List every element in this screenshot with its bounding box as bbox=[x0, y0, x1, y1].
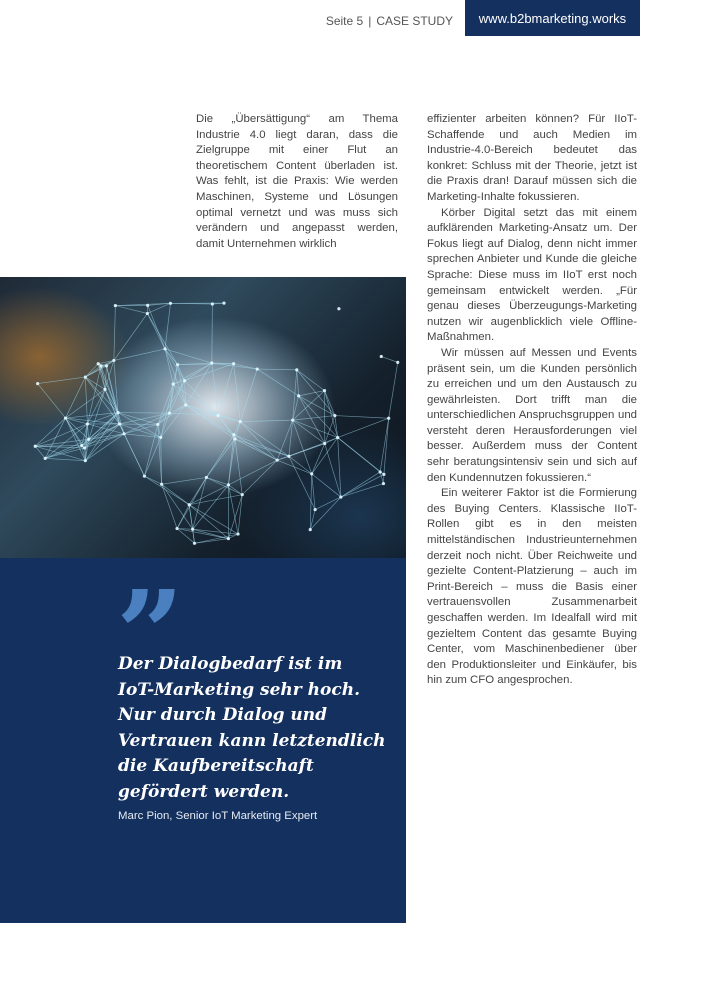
mesh-node bbox=[160, 483, 163, 486]
mesh-line bbox=[114, 313, 148, 360]
mesh-node bbox=[175, 527, 178, 530]
mesh-line bbox=[162, 484, 190, 504]
mesh-node bbox=[227, 537, 230, 540]
mesh-node bbox=[169, 302, 172, 305]
mesh-line bbox=[169, 405, 185, 413]
mesh-node bbox=[232, 362, 235, 365]
mesh-node bbox=[188, 503, 191, 506]
mesh-line bbox=[235, 439, 277, 460]
mesh-line bbox=[384, 418, 389, 474]
mesh-node bbox=[84, 375, 87, 378]
mesh-node bbox=[239, 420, 242, 423]
mesh-node bbox=[382, 473, 385, 476]
mesh-node bbox=[323, 389, 326, 392]
quote-mark-icon: ” bbox=[116, 564, 184, 703]
mesh-node bbox=[323, 442, 326, 445]
mesh-node bbox=[310, 472, 313, 475]
mesh-node bbox=[159, 436, 162, 439]
mesh-line bbox=[297, 370, 325, 391]
mesh-line bbox=[85, 377, 87, 424]
mesh-line bbox=[186, 363, 212, 405]
mesh-node bbox=[116, 411, 119, 414]
mesh-line bbox=[218, 364, 234, 416]
page-header bbox=[326, 14, 453, 28]
mesh-line bbox=[65, 389, 105, 418]
mesh-node bbox=[105, 364, 108, 367]
mesh-node bbox=[396, 361, 399, 364]
mesh-node bbox=[339, 495, 342, 498]
mesh-node bbox=[276, 459, 279, 462]
mesh-line bbox=[45, 424, 87, 458]
mesh-line bbox=[189, 495, 242, 505]
mesh-line bbox=[206, 477, 242, 494]
mesh-node bbox=[205, 476, 208, 479]
mesh-line bbox=[114, 349, 165, 361]
mesh-node bbox=[172, 383, 175, 386]
mesh-node bbox=[337, 307, 340, 310]
mesh-line bbox=[389, 362, 398, 418]
mesh-line bbox=[144, 476, 161, 484]
mesh-line bbox=[35, 446, 45, 458]
mesh-line bbox=[212, 363, 218, 415]
article-paragraph: Die „Übersättigung“ am Thema Industrie 4.0 liegt daran, dass die Zielgruppe mit einer Flut an theoretischem Content überladen ist. Was fehlt, ist die Praxis: Wie werden Maschinen, Systeme und Lösungen optimal vernetzt und was muss sich verändern und angepasst werden, damit Unternehmen wirklich bbox=[196, 113, 398, 250]
pull-quote-text: Der Dialogbedarf ist im IoT-Marketing sehr hoch. Nur durch Dialog und Vertrauen kann letztendlich die Kaufbereitschaft gefördert werden. bbox=[118, 654, 386, 802]
mesh-node bbox=[333, 414, 336, 417]
article-paragraph: Wir müssen auf Messen und Events präsent sein, um die Kunden persönlich zu erreichen und um den Austausch zu gewährleisten. Dort trifft man die unterschiedlichen Anspruchsgruppen und versteht deren Herausforderungen viel besser. Außerdem muss der Content sehr beratungsintensiv sein und sich auf den Kundennutzen fokussieren.“ bbox=[427, 346, 637, 484]
mesh-line bbox=[38, 384, 66, 419]
mesh-node bbox=[295, 368, 298, 371]
mesh-line bbox=[277, 444, 325, 461]
mesh-line bbox=[242, 460, 277, 494]
mesh-node bbox=[314, 508, 317, 511]
mesh-line bbox=[234, 435, 277, 460]
mesh-node bbox=[193, 542, 196, 545]
mesh-node bbox=[123, 432, 126, 435]
mesh-line bbox=[177, 505, 189, 529]
mesh-line bbox=[165, 303, 170, 349]
article-column-left bbox=[196, 112, 398, 252]
mesh-line bbox=[119, 413, 169, 424]
mesh-node bbox=[232, 433, 235, 436]
mesh-line bbox=[297, 370, 335, 416]
page-number: Seite 5 bbox=[325, 14, 364, 28]
mesh-node bbox=[382, 482, 385, 485]
mesh-line bbox=[310, 497, 341, 530]
mesh-node bbox=[227, 483, 230, 486]
mesh-node bbox=[380, 355, 383, 358]
mesh-line bbox=[293, 420, 338, 437]
mesh-line bbox=[234, 435, 289, 456]
mesh-line bbox=[228, 485, 242, 495]
mesh-line bbox=[118, 413, 169, 414]
mesh-line bbox=[144, 437, 160, 476]
website-url[interactable]: www.b2bmarketing.works bbox=[478, 10, 627, 26]
mesh-node bbox=[36, 382, 39, 385]
mesh-line bbox=[114, 306, 116, 361]
mesh-node bbox=[236, 532, 239, 535]
mesh-node bbox=[216, 414, 219, 417]
mesh-node bbox=[233, 437, 236, 440]
mesh-line bbox=[177, 529, 194, 544]
mesh-line bbox=[234, 364, 241, 422]
mesh-node bbox=[118, 422, 121, 425]
mesh-node bbox=[156, 423, 159, 426]
mesh-line bbox=[381, 356, 397, 362]
mesh-node bbox=[84, 459, 87, 462]
mesh-line bbox=[218, 415, 234, 434]
mesh-node bbox=[297, 394, 300, 397]
mesh-line bbox=[335, 416, 389, 419]
mesh-node bbox=[146, 312, 149, 315]
mesh-node bbox=[168, 412, 171, 415]
mesh-node bbox=[44, 457, 47, 460]
mesh-node bbox=[97, 362, 100, 365]
mesh-node bbox=[163, 347, 166, 350]
mesh-node bbox=[99, 364, 102, 367]
mesh-line bbox=[240, 369, 257, 422]
mesh-line bbox=[240, 422, 289, 457]
mesh-node bbox=[114, 304, 117, 307]
mesh-node bbox=[210, 361, 213, 364]
mesh-node bbox=[112, 359, 115, 362]
mesh-node bbox=[336, 436, 339, 439]
header-separator: | bbox=[368, 14, 372, 28]
mesh-node bbox=[241, 493, 244, 496]
mesh-line bbox=[315, 497, 341, 509]
section-label: CASE STUDY bbox=[376, 14, 453, 28]
mesh-node bbox=[143, 475, 146, 478]
mesh-line bbox=[380, 418, 389, 472]
mesh-line bbox=[228, 460, 277, 485]
mesh-node bbox=[309, 528, 312, 531]
article-paragraph: effizienter arbeiten können? Für IIoT-Schaffende und auch Medien im Industrie-4.0-Bereich bedeutet das konkret: Schluss mit der Theorie, jetzt ist die Praxis dran! Darauf müssen sich die Marketing-Inhalte fokussieren. bbox=[427, 113, 637, 203]
mesh-line bbox=[206, 477, 228, 484]
mesh-line bbox=[312, 474, 341, 497]
mesh-line bbox=[87, 424, 88, 439]
mesh-line bbox=[147, 313, 177, 364]
mesh-node bbox=[184, 403, 187, 406]
mesh-line bbox=[115, 306, 147, 314]
mesh-line bbox=[325, 391, 335, 416]
mesh-node bbox=[86, 422, 89, 425]
quote-author: Marc Pion, Senior IoT Marketing Expert bbox=[118, 810, 318, 822]
mesh-line bbox=[212, 304, 213, 363]
mesh-line bbox=[185, 363, 212, 381]
mesh-node bbox=[176, 363, 179, 366]
mesh-node bbox=[387, 417, 390, 420]
mesh-line bbox=[293, 416, 335, 421]
mesh-line bbox=[341, 472, 380, 497]
mesh-line bbox=[299, 391, 325, 396]
mesh-line bbox=[235, 439, 289, 456]
mesh-line bbox=[162, 484, 177, 528]
mesh-line bbox=[85, 413, 118, 448]
mesh-node bbox=[87, 438, 90, 441]
mesh-node bbox=[183, 379, 186, 382]
mesh-line bbox=[194, 539, 228, 544]
mesh-line bbox=[185, 364, 234, 381]
mesh-node bbox=[64, 416, 67, 419]
mesh-line bbox=[35, 418, 65, 446]
mesh-node bbox=[256, 367, 259, 370]
mesh-line bbox=[65, 377, 85, 418]
article-paragraph: Ein weiterer Faktor ist die Formierung des Buying Centers. Klassische IIoT-Rollen gibt es in den meisten mittelständischen Industrieunternehmen derzeit noch nicht. Über Reichweite und gezielte Content-Platzierung – auch im Print-Bereich – muss die Basis einer vertrauensvollen Zusammenarbeit geschaffen werden. Im Idealfall wird mit gezieltem Content das gesamte Buying Center, vom Maschinenbediener über den Produktionsleiter und Einkäufer, bis hin zum CFO angesprochen. bbox=[427, 487, 637, 687]
mesh-node bbox=[287, 455, 290, 458]
mesh-line bbox=[169, 413, 218, 415]
website-url-tab[interactable] bbox=[465, 0, 640, 36]
mesh-line bbox=[293, 420, 325, 443]
mesh-node bbox=[191, 528, 194, 531]
mesh-line bbox=[147, 313, 165, 348]
mesh-line bbox=[235, 439, 242, 495]
mesh-line bbox=[162, 477, 207, 484]
mesh-line bbox=[35, 446, 85, 460]
mesh-node bbox=[379, 470, 382, 473]
mesh-line bbox=[293, 420, 312, 474]
mesh-node bbox=[34, 445, 37, 448]
network-mesh-graphic bbox=[0, 277, 406, 558]
mesh-line bbox=[257, 369, 298, 396]
mesh-line bbox=[38, 377, 86, 383]
article-column-right bbox=[427, 112, 637, 689]
mesh-line bbox=[240, 420, 292, 422]
network-mesh-image bbox=[0, 277, 406, 558]
mesh-line bbox=[206, 439, 235, 477]
article-paragraph: Körber Digital setzt das mit einem aufklärenden Marketing-Ansatz um. Der Fokus liegt auf Dialog, denn nicht immer sprechen Anbieter und Kunde die gleiche Sprache: Diese muss im IIoT erst noch gemeinsam entwickelt werden. „Für genau dieses Überzeugungs-Marketing nutzen wir augenblicklich viele Offline-Maßnahmen. bbox=[427, 206, 637, 344]
mesh-line bbox=[144, 476, 189, 505]
mesh-node bbox=[222, 301, 225, 304]
mesh-line bbox=[277, 460, 312, 474]
mesh-node bbox=[291, 419, 294, 422]
mesh-node bbox=[80, 444, 83, 447]
mesh-line bbox=[297, 370, 299, 396]
mesh-line bbox=[338, 418, 389, 437]
mesh-line bbox=[257, 369, 297, 370]
mesh-line bbox=[240, 422, 277, 461]
mesh-node bbox=[83, 446, 86, 449]
mesh-node bbox=[211, 302, 214, 305]
mesh-line bbox=[335, 416, 338, 438]
mesh-node bbox=[146, 304, 149, 307]
mesh-line bbox=[338, 438, 384, 475]
mesh-node bbox=[103, 388, 106, 391]
